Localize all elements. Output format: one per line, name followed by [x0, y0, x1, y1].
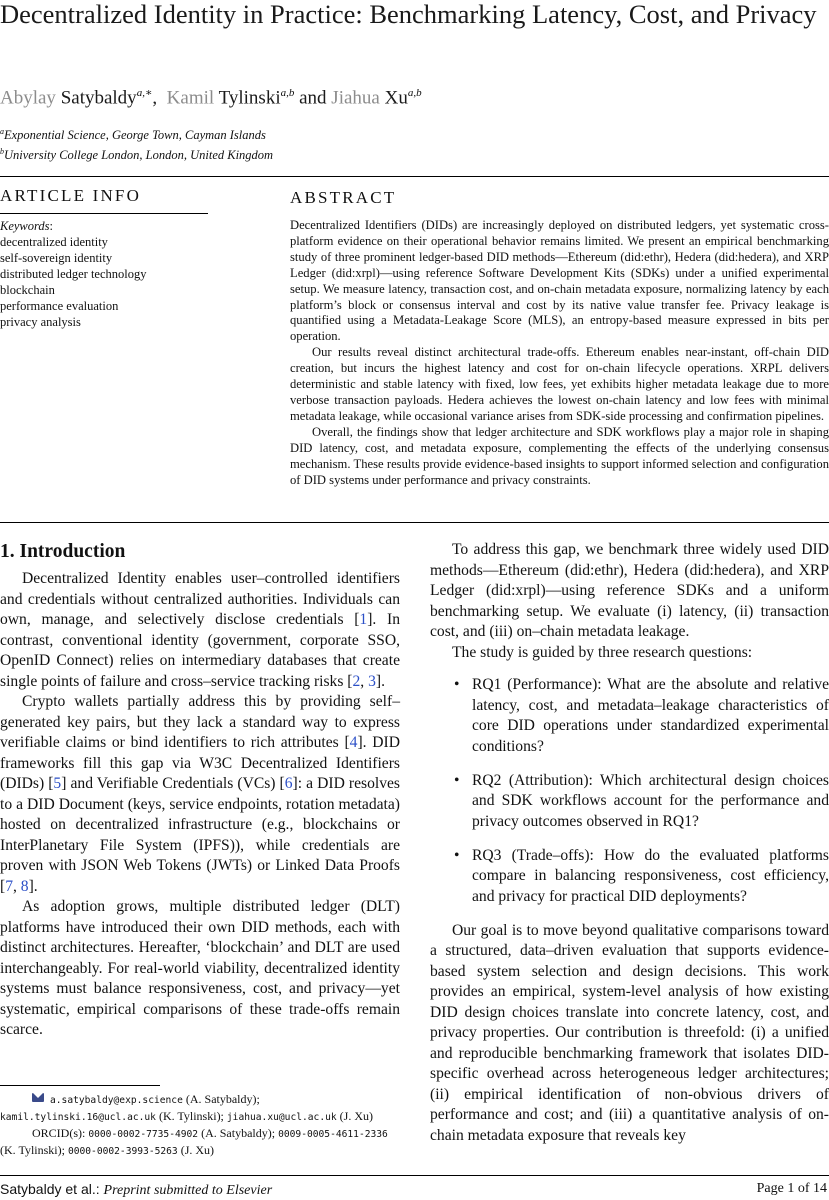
keywords-colon: : [49, 219, 54, 233]
author-separator: , [152, 87, 158, 109]
author-marks: a,∗ [136, 87, 153, 99]
citation-link[interactable]: 5 [53, 775, 62, 792]
intro-paragraph: Our goal is to move beyond qualitative comparisons toward a structured, data–driven evaluation that supports evidence-based system selection and design decisions. This work provides an empirical, system-level analysis of how existing DID design choices translate into concrete latency, cost, and privacy properties. Our contribution is threefold: (i) a unified and reproducible benchmarking framework that isolates DID-specific overhead across heterogeneous ledger architectures; (ii) empirical identification of non-obvious drivers of performance and cost; and (iii) a quantitative analysis of on-chain metadata exposure that reveals key [430, 921, 829, 1144]
article-info-heading: ARTICLE INFO [0, 186, 142, 205]
envelope-icon [32, 1093, 44, 1102]
email-link[interactable]: a.satybaldy@exp.science [50, 1095, 183, 1106]
email-link[interactable]: jiahua.xu@ucl.ac.uk [226, 1112, 337, 1123]
keyword: performance evaluation [0, 299, 119, 313]
list-item [430, 846, 829, 908]
author-first-name: Abylay [0, 87, 56, 109]
citation-link[interactable]: 8 [20, 877, 29, 895]
abstract-paragraph: Our results reveal distinct architectural trade-offs. Ethereum enables near-instant, off-chain DID creation, but incurs the highest latency and cost for on-chain lifecycle operations. XRPL delivers deterministic and stable latency with fixed, low fees, yet exhibits higher metadata leakage due to more verbose transaction payloads. Hedera achieves the lowest on-chain latency and low fees with minimal metadata leakage, while occasional variance arises from SDK-side processing and confirmation pipelines. [290, 345, 829, 423]
keyword: blockchain [0, 283, 55, 297]
citation-link[interactable]: 2 [352, 672, 361, 690]
keyword: decentralized identity [0, 235, 108, 249]
footer-venue: Preprint submitted to Elsevier [103, 1183, 273, 1198]
footnote-emails: kamil.tylinski.16@ucl.ac.uk (K. Tylinski); jiahua.xu@ucl.ac.uk (J. Xu) [0, 1109, 373, 1123]
orcid-label: ORCID(s): [32, 1126, 86, 1140]
intro-paragraph: Decentralized Identity enables user–controlled identifiers and credentials without centralized authorities. Individuals can own, manage, and selectively disclose credentials [1]. In contrast, conventional identity (government, corporate SSO, OpenID Connect) relies on intermediary databases that create single points of failure and cross–service tracking risks [2, 3]. [0, 570, 400, 690]
intro-paragraph: The study is guided by three research questions: [452, 643, 753, 661]
keyword: distributed ledger technology [0, 267, 147, 281]
citation-link[interactable]: 6 [284, 775, 293, 792]
right-column [430, 540, 829, 1146]
abstract-paragraph: Decentralized Identifiers (DIDs) are increasingly deployed on distributed ledgers, yet systematic cross-platform evidence on their operational behavior remains limited. We present an empirical benchmarking study of three prominent ledger-based DID methods—Ethereum (did:ethr), Hedera (did:hedera), and XRP Ledger (did:xrpl)—using reference Software Development Kits (SDKs) under a unified experimental setup. We measure latency, transaction cost, and on-chain metadata exposure, normalizing latency by each platform’s block or consensus interval and cost by its native value transfer fee. Privacy leakage is quantified using a Metadata-Leakage Score (MLS), an entropy-based measure expressed in bits per operation. [290, 218, 829, 344]
citation-link[interactable]: 7 [5, 877, 13, 895]
affiliation-mark: a [0, 127, 4, 136]
author-list [0, 80, 422, 111]
footer-rule [0, 1175, 829, 1176]
citation-link[interactable]: 4 [349, 734, 358, 751]
abstract-body [290, 218, 829, 488]
abstract-rule [0, 522, 829, 523]
affiliation-mark: b [0, 147, 4, 156]
author-first-name: Kamil [166, 87, 215, 109]
paper-title: Decentralized Identity in Practice: Benchmarking Latency, Cost, and Privacy [0, 0, 817, 29]
footnote-orcids: (K. Tylinski); 0000-0002-3993-5263 (J. Xu) [0, 1143, 215, 1157]
page-number: Page 1 of 14 [756, 1181, 827, 1196]
abstract-heading: ABSTRACT [290, 188, 397, 207]
author-marks: a,b [407, 87, 422, 99]
intro-paragraph: To address this gap, we benchmark three widely used DID methods—Ethereum (did:ethr), Hedera (did:hedera), and XRP Ledger (did:xrpl)—using reference SDKs and a uniform benchmarking setup. We evaluate (i) latency, (ii) transaction cost, and (iii) on–chain metadata leakage. [430, 541, 829, 640]
research-question-list [430, 675, 829, 907]
author-first-name: Jiahua [331, 87, 380, 109]
section-heading-introduction: 1. Introduction [0, 541, 126, 562]
affiliation-text: University College London, London, United Kingdom [4, 148, 274, 163]
keyword: self-sovereign identity [0, 251, 113, 265]
footnote-emails: a.satybaldy@exp.science (A. Satybaldy); [0, 1091, 400, 1109]
author-last-name: Tylinski [218, 87, 281, 109]
author-marks: a,b [280, 87, 295, 99]
citation-link[interactable]: 3 [368, 672, 376, 690]
author-last-name: Xu [384, 87, 408, 109]
bullet-icon: • [454, 771, 460, 789]
intro-paragraph: Crypto wallets partially address this by providing self–generated key pairs, but they lack a standard way to express verifiable claims or bind identifiers to rich attributes [4]. DID frameworks fill this gap via W3C Decentralized Identifiers (DIDs) [5] and Verifiable Credentials (VCs) [6]: a DID resolves to a DID Document (keys, service endpoints, rotation metadata) hosted on decentralized infrastructure (e.g., blockchains or InterPlanetary File System (IPFS)), while credentials are proven with JSON Web Tokens (JWTs) or Linked Data Proofs [7, 8]. [0, 693, 400, 895]
footnote-orcids: ORCID(s): 0000-0002-7735-4902 (A. Satybaldy); 0009-0005-4611-2336 [32, 1126, 388, 1140]
footnote-rule [0, 1085, 160, 1086]
affiliation [0, 144, 273, 163]
orcid-id[interactable]: 0009-0005-4611-2336 [278, 1129, 388, 1140]
research-question: RQ1 (Performance): What are the absolute and relative latency, cost, and metadata–leakage characteristics of core DID operations under standardized experimental conditions? [472, 676, 829, 755]
affiliation-text: Exponential Science, George Town, Cayman Islands [4, 128, 266, 143]
footer-citation: Satybaldy et al.: Preprint submitted to Elsevier [0, 1181, 273, 1198]
keywords-block [0, 218, 210, 330]
list-item [430, 771, 829, 833]
footer-authors: Satybaldy et al. [0, 1181, 96, 1197]
abstract-paragraph: Overall, the findings show that ledger architecture and SDK workflows play a major role in shaping DID latency, cost, and metadata exposure, complementing the effects of the underlying consensus mechanism. These results provide evidence-based insights to support informed selection and configuration of DID systems under performance and privacy constraints. [290, 424, 829, 487]
research-question: RQ3 (Trade–offs): How do the evaluated platforms compare in balancing responsiveness, cost efficiency, and privacy for practical DID deployments? [472, 846, 829, 905]
affiliation [0, 124, 266, 143]
orcid-id[interactable]: 0000-0002-7735-4902 [88, 1129, 199, 1140]
author-separator: and [299, 87, 327, 109]
list-item [430, 675, 829, 757]
email-link[interactable]: kamil.tylinski.16@ucl.ac.uk [0, 1112, 156, 1123]
header-rule [0, 176, 829, 177]
keyword: privacy analysis [0, 315, 81, 329]
article-info-rule [0, 213, 208, 214]
research-question: RQ2 (Attribution): Which architectural design choices and SDK workflows account for the performance and privacy outcomes observed in RQ1? [472, 771, 829, 830]
left-column [0, 569, 400, 1041]
orcid-id[interactable]: 0000-0002-3993-5263 [67, 1146, 178, 1157]
intro-paragraph: As adoption grows, multiple distributed ledger (DLT) platforms have introduced their own DID methods, each with distinct architectures. Hereafter, ‘blockchain’ and DLT are used interchangeably. For real-world viability, decentralized identity systems must balance responsiveness, cost, and privacy—yet systematic, empirical comparisons of these trade-offs remain scarce. [0, 898, 400, 1038]
bullet-icon: • [454, 846, 460, 864]
keywords-label: Keywords [0, 219, 50, 233]
citation-link[interactable]: 1 [359, 611, 368, 628]
bullet-icon: • [454, 676, 460, 693]
author-last-name: Satybaldy [60, 87, 137, 109]
